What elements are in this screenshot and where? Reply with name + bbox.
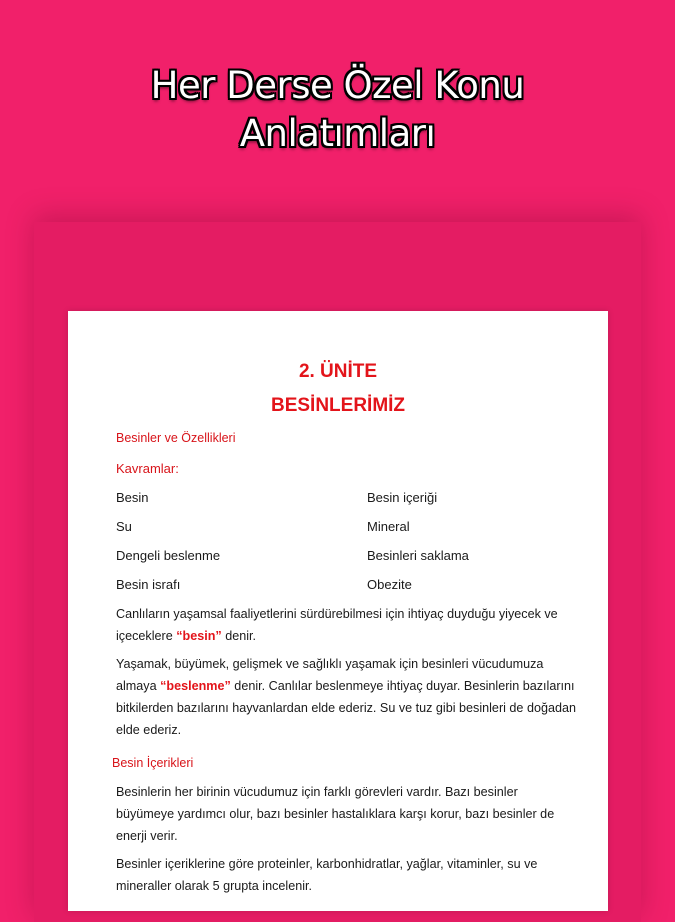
p1-text: Canlıların yaşamsal faaliyetlerini sürdürebilmesi için ihtiyaç duyduğu yiyecek ve içeceklere (116, 607, 558, 643)
p2-tail: denir. Canlılar beslenmeye ihtiyaç duyar. Besinlerin bazılarını bitkilerden bazılarını hayvanlardan elde ederiz. Su ve tuz gibi besinleri de doğadan elde ederiz. (116, 679, 576, 737)
p2-text: Yaşamak, büyümek, gelişmek ve sağlıklı yaşamak için besinleri vücudumuza almaya (116, 657, 544, 693)
unit-subtitle: BESİNLERİMİZ (270, 395, 406, 416)
p1-tail: denir. (221, 629, 257, 643)
concept-left-2: Su (116, 519, 132, 534)
unit-title: 2. ÜNİTE (298, 361, 378, 382)
section-title-besin-icerikleri: Besin İçerikleri (112, 756, 194, 770)
paragraph-besin-gruplari: Besinler içeriklerine göre proteinler, karbonhidratlar, yağlar, vitaminler, su ve mineraller olarak 5 grupta incelenir. (116, 857, 538, 893)
concept-right-2: Mineral (367, 519, 410, 534)
paragraph-beslenme-definition (116, 653, 576, 741)
section-title-besinler: Besinler ve Özellikleri (116, 431, 236, 445)
concept-right-3: Besinleri saklama (367, 548, 469, 563)
concept-right-4: Obezite (367, 577, 412, 592)
concept-left-3: Dengeli beslenme (116, 548, 221, 563)
promo-headline (0, 62, 675, 158)
term-besin-highlight: “besin” (176, 629, 222, 643)
term-beslenme-highlight: “beslenme” (160, 679, 231, 693)
concept-right-1: Besin içeriği (367, 490, 438, 505)
paragraph-besin-definition (116, 603, 576, 647)
document-page (68, 311, 608, 911)
concept-left-1: Besin (116, 490, 149, 505)
paragraph-besin-gorevleri: Besinlerin her birinin vücudumuz için farklı görevleri vardır. Bazı besinler büyümeye yardımcı olur, bazı besinler hastalıklara karşı korur, bazı besinler de enerji verir. (116, 785, 555, 843)
concepts-title: Kavramlar: (116, 461, 179, 476)
headline-line-2: Anlatımları (239, 112, 436, 155)
headline-line-1: Her Derse Özel Konu (150, 64, 525, 107)
concept-left-4: Besin israfı (116, 577, 181, 592)
